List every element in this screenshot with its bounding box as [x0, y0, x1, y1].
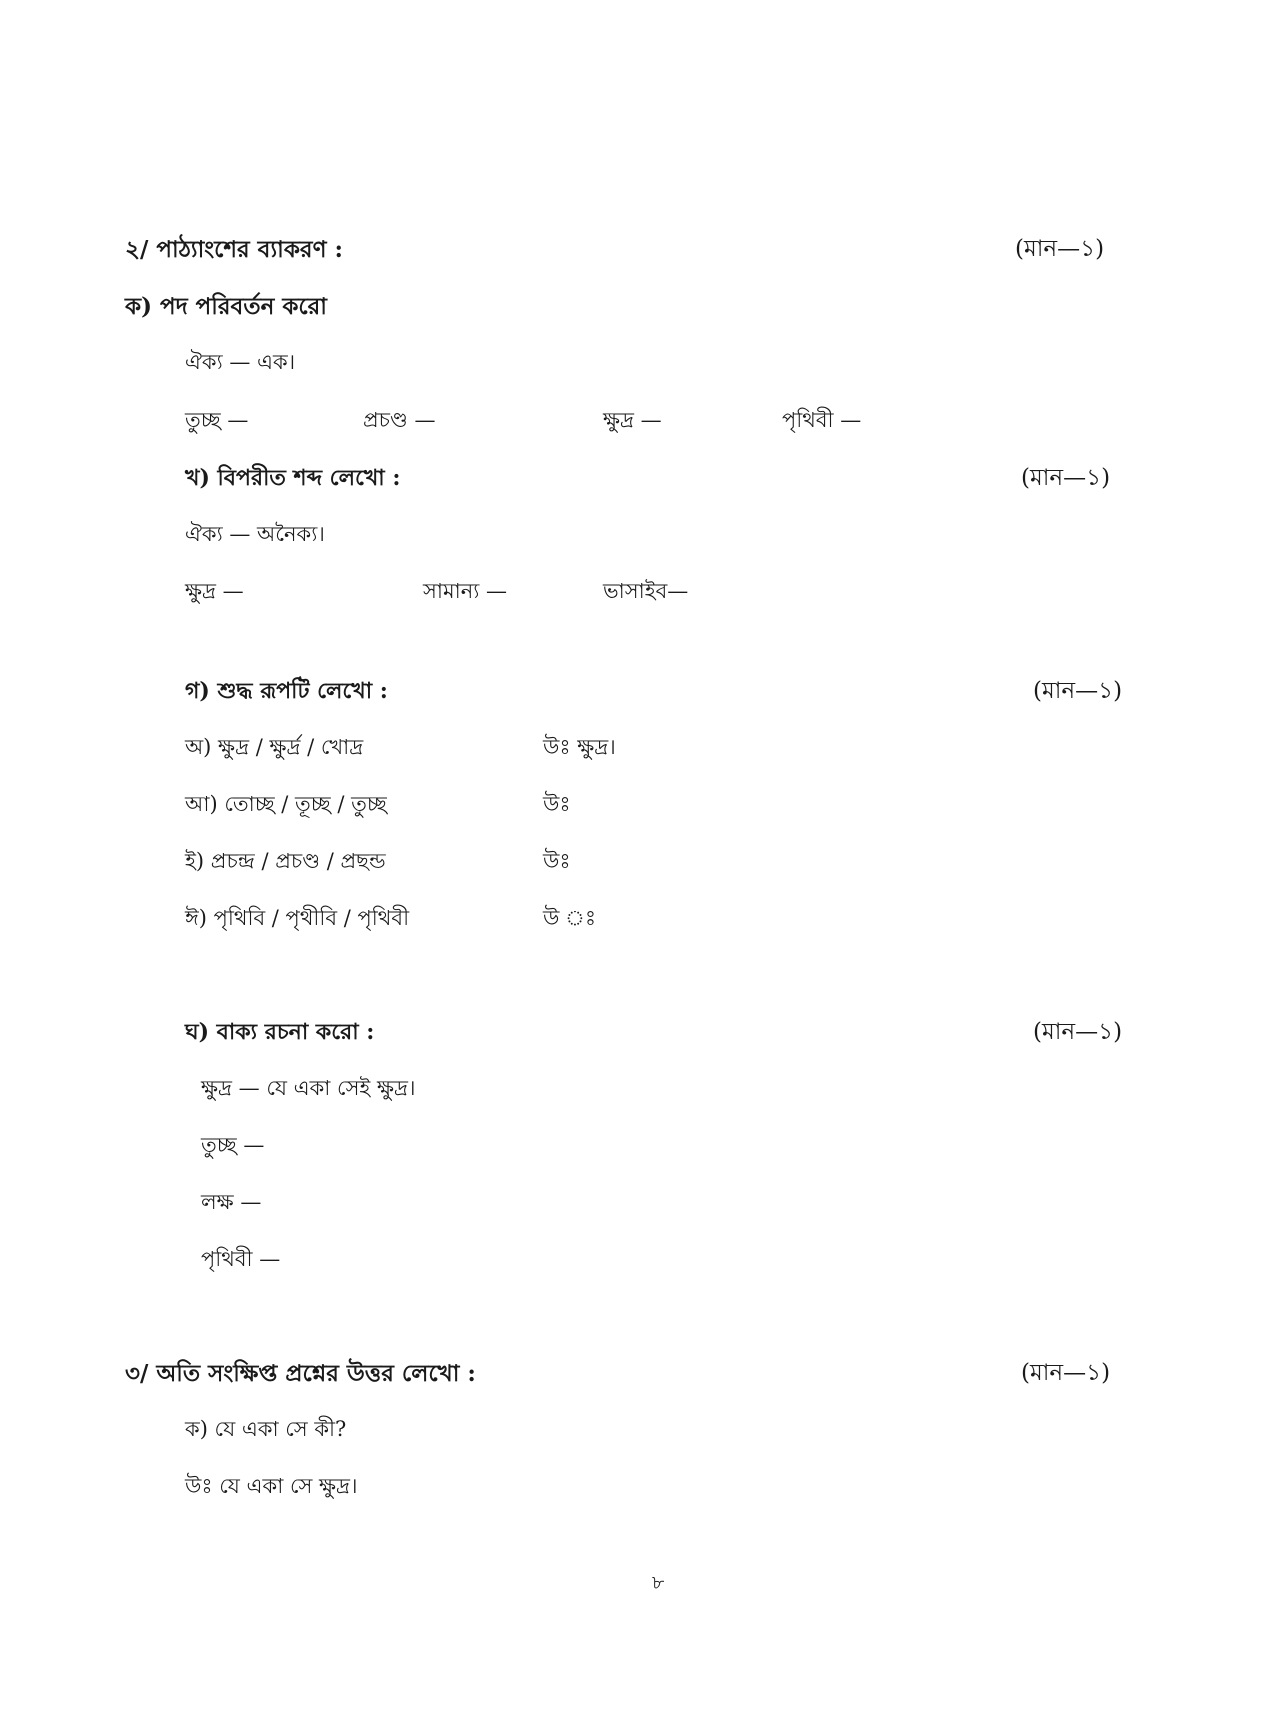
section2-heading: ২/ পাঠ্যাংশের ব্যাকরণ :: [125, 236, 343, 263]
part-gha-item-3: পৃথিবী —: [201, 1247, 281, 1271]
part-ga-options-2: আ) তোচ্ছ / তূচ্ছ / তুচ্ছ: [185, 792, 387, 816]
part-gha-item-1: তুচ্ছ —: [201, 1133, 265, 1157]
part-kha-example: ঐক্য — অনৈক্য।: [185, 522, 325, 546]
part-gha-item-2: লক্ষ —: [201, 1190, 262, 1214]
part-kha-item-1: ক্ষুদ্র —: [185, 579, 244, 603]
part-gha-marks: (মান—১): [1033, 1019, 1123, 1045]
section3-question: ক) যে একা সে কী?: [185, 1417, 347, 1441]
part-kha-heading: খ) বিপরীত শব্দ লেখো :: [185, 465, 401, 491]
part-ka-item-3: ক্ষুদ্র —: [603, 408, 662, 432]
part-gha-example: ক্ষুদ্র — যে একা সেই ক্ষুদ্র।: [201, 1076, 416, 1100]
part-ka-item-1: তুচ্ছ —: [185, 408, 249, 432]
part-ga-options-3: ই) প্রচন্দ্র / প্রচণ্ড / প্রছন্ড: [185, 849, 386, 873]
part-kha-item-3: ভাসাইব—: [603, 579, 689, 603]
part-ga-answer-4: উ ঃ: [543, 906, 597, 930]
part-ga-options-1: অ) ক্ষুদ্র / ক্ষুর্দ্র / খোদ্র: [185, 735, 364, 759]
part-ka-heading: ক) পদ পরিবর্তন করো: [125, 293, 327, 320]
part-kha-marks: (মান—১): [1021, 465, 1111, 491]
page-number: ৮: [652, 1572, 665, 1594]
section3-heading: ৩/ অতি সংক্ষিপ্ত প্রশ্নের উত্তর লেখো :: [125, 1360, 476, 1387]
section3-answer: উঃ যে একা সে ক্ষুদ্র।: [185, 1474, 358, 1498]
part-ga-answer-3: উঃ: [543, 849, 571, 873]
section2-marks: (মান—১): [1015, 236, 1105, 262]
part-ga-options-4: ঈ) পৃথিবি / পৃথীবি / পৃথিবী: [185, 906, 410, 930]
part-ka-item-2: প্রচণ্ড —: [363, 408, 436, 432]
part-gha-heading: ঘ) বাক্য রচনা করো :: [185, 1019, 375, 1045]
part-kha-item-2: সামান্য —: [423, 579, 508, 603]
part-ka-item-4: পৃথিবী —: [782, 408, 862, 432]
part-ga-answer-1: উঃ ক্ষুদ্র।: [543, 735, 616, 759]
part-ga-heading: গ) শুদ্ধ রূপটি লেখো :: [185, 678, 388, 704]
section3-marks: (মান—১): [1021, 1360, 1111, 1386]
part-ga-answer-2: উঃ: [543, 792, 571, 816]
part-ga-marks: (মান—১): [1033, 678, 1123, 704]
part-ka-example: ঐক্য — এক।: [185, 350, 296, 374]
